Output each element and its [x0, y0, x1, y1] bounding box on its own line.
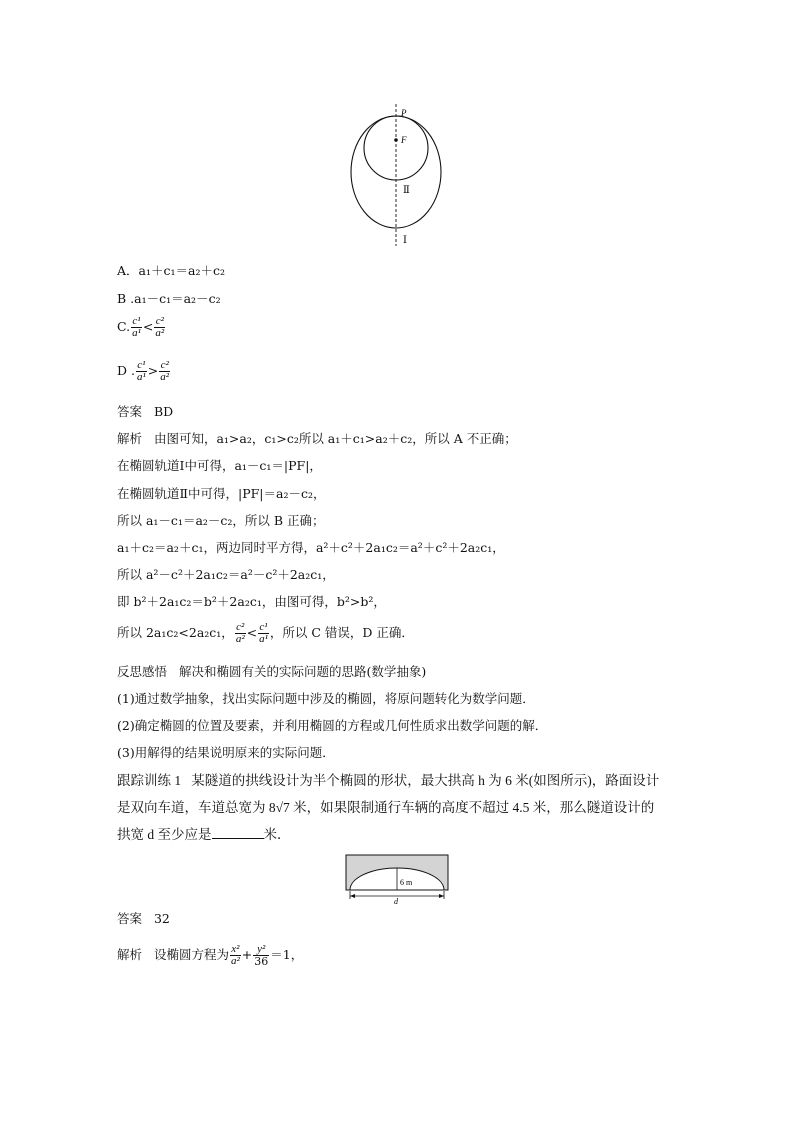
fraction: [131, 316, 142, 339]
analysis-line-7: 即 b²＋2a₁c₂＝b²＋2a₂c₁，由图可得，b²>b²，: [117, 594, 386, 609]
arrow-right-icon: [439, 894, 444, 898]
exercise-text: 某隧道的拱线设计为半个椭圆的形状，最大拱高 h 为 6 米(如图所示)，路面设计: [191, 773, 660, 788]
frac-denominator: a²: [155, 327, 165, 339]
analysis-line-4: 所以 a₁－c₁＝a₂－c₂，所以 B 正确；: [117, 513, 325, 528]
exercise-label: 跟踪训练 1: [117, 773, 182, 788]
exercise-line-2: 是双向车道，车道总宽为 8√7 米，如果限制通行车辆的高度不超过 4.5 米，那么隧道设计的: [117, 800, 655, 815]
answer-value: BD: [153, 404, 174, 419]
operator: <: [142, 319, 154, 334]
analysis-text: ，所以 C 错误，D 正确．: [269, 625, 414, 640]
frac-numerator: c²: [160, 359, 169, 371]
frac-denominator: a²: [230, 955, 240, 967]
label-II: Ⅱ: [403, 185, 410, 196]
answer-value: 32: [153, 911, 170, 926]
exercise-text: 米．: [263, 827, 291, 842]
analysis-line-2: 在椭圆轨道Ⅰ中可得，a₁－c₁＝|PF|，: [117, 458, 322, 473]
frac-numerator: c¹: [132, 315, 141, 327]
reflection-title: [117, 664, 426, 680]
frac-denominator: a²: [235, 633, 245, 645]
orbit-figure: [340, 100, 460, 252]
reflection-point-1: (1)通过数学抽象，找出实际问题中涉及的椭圆，将原问题转化为数学问题．: [117, 691, 535, 706]
analysis-line-1: [117, 431, 517, 447]
analysis-2: [117, 944, 303, 967]
width-label: d: [394, 897, 398, 904]
analysis-label: 解析: [117, 431, 143, 446]
exercise-line-3: [117, 827, 291, 843]
arrow-left-icon: [350, 894, 355, 898]
operator: <: [246, 625, 258, 640]
exercise-text: 拱宽 d 至少应是: [117, 827, 212, 842]
frac-numerator: x²: [231, 943, 240, 955]
answer-2: [117, 911, 170, 927]
reflection-point-3: (3)用解得的结果说明原来的实际问题．: [117, 745, 335, 760]
analysis-line-6: 所以 a²－c²＋2a₁c₂＝a²－c²＋2a₂c₁，: [117, 567, 335, 582]
frac-denominator: 36: [254, 955, 269, 968]
analysis-text: 所以 2a₁c₂<2a₂c₁，: [117, 625, 234, 640]
analysis-text: 设椭圆方程为: [153, 947, 229, 962]
exercise-line-1: [117, 773, 659, 789]
analysis-line-8: [117, 622, 414, 645]
option-D-letter: D .: [117, 363, 135, 378]
option-A: A．a₁＋c₁＝a₂＋c₂: [117, 263, 225, 278]
frac-numerator: y²: [253, 944, 269, 956]
fraction: [230, 944, 241, 967]
label-P: P: [401, 108, 407, 118]
focus-point: [394, 138, 398, 142]
frac-numerator: c²: [155, 315, 164, 327]
fraction: [159, 360, 170, 383]
option-C-letter: C.: [117, 319, 131, 334]
frac-numerator: c²: [236, 621, 245, 633]
answer-blank: [212, 827, 264, 839]
option-D: [117, 360, 171, 383]
reflection-point-2: (2)确定椭圆的位置及要素，并利用椭圆的方程或几何性质求出数学问题的解．: [117, 718, 548, 733]
answer-1: [117, 404, 173, 420]
frac-denominator: a¹: [259, 633, 268, 645]
frac-numerator: c¹: [137, 359, 146, 371]
answer-label: 答案: [117, 404, 143, 419]
option-B: B .a₁－c₁＝a₂－c₂: [117, 291, 221, 306]
frac-denominator: a²: [160, 371, 170, 383]
operator: +: [241, 947, 253, 962]
analysis-text: ＝1，: [270, 947, 304, 962]
option-C: [117, 316, 166, 339]
fraction: [258, 622, 269, 645]
frac-denominator: a¹: [136, 371, 146, 383]
answer-label: 答案: [117, 911, 143, 926]
fraction: [253, 944, 269, 967]
analysis-line-5: a₁＋c₂＝a₂＋c₁，两边同时平方得，a²＋c²＋2a₁c₂＝a²＋c²＋2a₂c₁，: [117, 540, 505, 555]
analysis-text: 由图可知，a₁>a₂，c₁>c₂所以 a₁＋c₁>a₂＋c₂，所以 A 不正确；: [153, 431, 517, 446]
height-label: 6 m: [400, 878, 413, 887]
label-F: F: [401, 135, 407, 145]
reflection-label: 反思感悟: [117, 664, 168, 679]
operator: >: [147, 363, 159, 378]
reflection-heading: 解决和椭圆有关的实际问题的思路(数学抽象): [178, 664, 427, 679]
tunnel-figure: [344, 854, 450, 904]
frac-numerator: c¹: [259, 621, 268, 633]
analysis-line-3: 在椭圆轨道Ⅱ中可得，|PF|＝a₂－c₂，: [117, 486, 326, 501]
fraction: [235, 622, 246, 645]
analysis-label: 解析: [117, 947, 143, 962]
label-I: Ⅰ: [403, 235, 407, 246]
frac-denominator: a¹: [132, 327, 141, 339]
fraction: [154, 316, 165, 339]
fraction: [136, 360, 147, 383]
